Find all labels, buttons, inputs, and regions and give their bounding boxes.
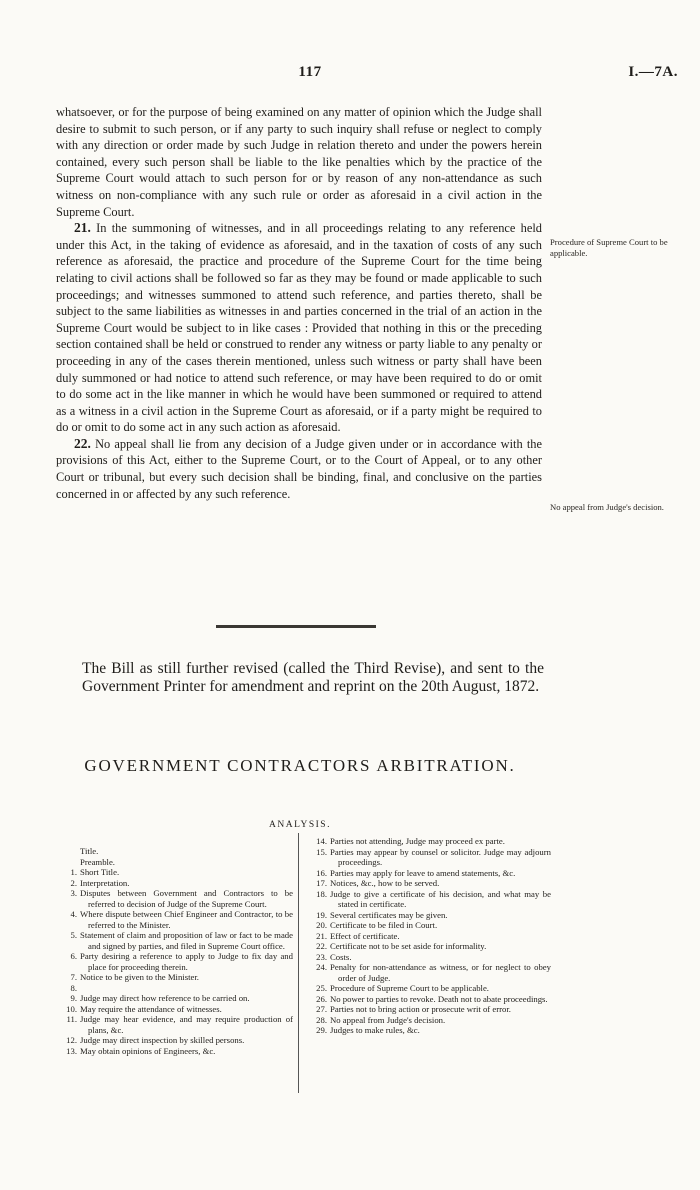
analysis-item-text: Procedure of Supreme Court to be applicable. bbox=[330, 983, 489, 993]
analysis-item-number: 29. bbox=[316, 1025, 327, 1035]
analysis-item bbox=[305, 1004, 551, 1015]
analysis-item-text: Judge may direct how reference to be carried on. bbox=[80, 993, 250, 1003]
analysis-item bbox=[305, 878, 551, 889]
analysis-item bbox=[55, 1035, 293, 1046]
analysis-item-number: 16. bbox=[316, 867, 327, 878]
analysis-item-text: Interpretation. bbox=[80, 877, 130, 888]
analysis-item-number: 24. bbox=[316, 962, 327, 972]
analysis-item bbox=[55, 1046, 293, 1057]
analysis-item-text: Where dispute between Chief Engineer and Contractor, to be referred to the Minister. bbox=[80, 909, 293, 930]
analysis-heading: ANALYSIS. bbox=[269, 820, 331, 830]
analysis-item-text: Short Title. bbox=[80, 867, 120, 877]
analysis-item-number: 25. bbox=[316, 983, 327, 993]
analysis-item bbox=[305, 941, 551, 952]
analysis-item bbox=[55, 972, 293, 983]
analysis-item-text: Party desiring a reference to apply to Judge to fix day and place for proceeding therein. bbox=[80, 951, 293, 972]
analysis-item-text: Statement of claim and proposition of law or fact to be made and signed by parties, and filed in Supreme Court office. bbox=[80, 930, 293, 951]
analysis-item-text: Costs. bbox=[330, 951, 352, 962]
analysis-item-number: 8. bbox=[70, 982, 77, 993]
analysis-item-text: Title. bbox=[80, 846, 99, 856]
analysis-item-number: 27. bbox=[316, 1004, 327, 1014]
continuation-paragraph: whatsoever, or for the purpose of being examined on any matter of opinion which the Judge shall desire to submit to such person, or if any party to such inquiry shall refuse or neglect to comply with any direction or order made by such Judge in relation thereto and under the powers herein contained, every such person shall be liable to the like penalties which by the practice of the Supreme Court would attach to such person for or by reason of any non-attendance as such witness on non-compliance with any such rule or order as aforesaid in a civil action in the Supreme Court. bbox=[56, 105, 542, 219]
analysis-item-number: 26. bbox=[316, 993, 327, 1004]
analysis-item bbox=[305, 962, 551, 983]
analysis-item-text: Penalty for non-attendance as witness, or for neglect to obey order of Judge. bbox=[330, 962, 551, 983]
margin-note-section-21: Procedure of Supreme Court to be applicable. bbox=[550, 237, 668, 258]
analysis-item-number: 14. bbox=[316, 836, 327, 846]
section-21 bbox=[56, 220, 542, 436]
analysis-item-text: Judge to give a certificate of his decision, and what may be stated in certificate. bbox=[330, 888, 551, 909]
analysis-item-text: Notices, &c., how to be served. bbox=[330, 878, 440, 888]
analysis-item bbox=[55, 1014, 293, 1035]
analysis-item bbox=[305, 1025, 551, 1036]
analysis-item bbox=[55, 888, 293, 909]
margin-note-section-22: No appeal from Judge's decision. bbox=[550, 502, 664, 512]
analysis-item bbox=[55, 951, 293, 972]
section-divider-rule bbox=[216, 625, 376, 628]
section-22-number: 22. bbox=[74, 435, 91, 451]
analysis-item bbox=[55, 846, 293, 857]
analysis-item-text: No appeal from Judge's decision. bbox=[330, 1014, 446, 1025]
analysis-item-number: 12. bbox=[66, 1035, 77, 1045]
analysis-item-text: Parties may appear by counsel or solicitor. Judge may adjourn proceedings. bbox=[330, 846, 551, 867]
analysis-item-number: 22. bbox=[316, 941, 327, 951]
analysis-item-number: 11. bbox=[66, 1014, 77, 1024]
document-id: I.—7A. bbox=[628, 64, 678, 80]
analysis-item bbox=[55, 909, 293, 930]
section-22 bbox=[56, 436, 542, 502]
analysis-item bbox=[55, 857, 293, 868]
analysis-item-text bbox=[80, 983, 293, 994]
analysis-item-text: May obtain opinions of Engineers, &c. bbox=[80, 1045, 216, 1056]
analysis-right-column bbox=[305, 836, 551, 1036]
analysis-item-text: Notice to be given to the Minister. bbox=[80, 972, 199, 982]
analysis-item-text: Certificate not to be set aside for informality. bbox=[330, 941, 487, 951]
analysis-item bbox=[55, 878, 293, 889]
revise-note: The Bill as still further revised (called the Third Revise), and sent to the Government Printer for amendment and reprint on the 20th August, 1872. bbox=[82, 660, 544, 695]
analysis-item bbox=[305, 994, 551, 1005]
analysis-item-text: Parties may apply for leave to amend statements, &c. bbox=[330, 867, 516, 878]
analysis-item-text: Effect of certificate. bbox=[330, 930, 400, 941]
analysis-item-number: 7. bbox=[70, 972, 77, 982]
analysis-item-number bbox=[55, 846, 80, 857]
analysis-item-number: 21. bbox=[316, 930, 327, 941]
analysis-item-text: Judge may direct inspection by skilled persons. bbox=[80, 1035, 245, 1045]
analysis-item bbox=[55, 1004, 293, 1015]
analysis-item-number: 6. bbox=[70, 951, 77, 961]
analysis-item-number: 28. bbox=[316, 1014, 327, 1025]
analysis-item-number: 23. bbox=[316, 951, 327, 962]
act-title: GOVERNMENT CONTRACTORS ARBITRATION. bbox=[84, 756, 516, 775]
analysis-item-number: 15. bbox=[316, 846, 327, 857]
analysis-item-number: 10. bbox=[66, 1003, 77, 1014]
analysis-item-number: 20. bbox=[316, 920, 327, 930]
analysis-item-number: 5. bbox=[70, 930, 77, 940]
analysis-item-text: Certificate to be filed in Court. bbox=[330, 920, 438, 930]
analysis-item-text: Parties not attending, Judge may proceed ex parte. bbox=[330, 836, 505, 846]
analysis-item-number: 2. bbox=[70, 877, 77, 888]
analysis-item-number: 3. bbox=[70, 888, 77, 898]
analysis-item bbox=[55, 983, 293, 994]
body-text bbox=[56, 104, 542, 502]
analysis-item bbox=[305, 952, 551, 963]
section-21-text: In the summoning of witnesses, and in all proceedings relating to any reference held under this Act, in the taking of evidence as aforesaid, and in the taxation of costs of any such reference as aforesaid, the practice and procedure of the Supreme Court for the time being relating to civil actions shall be followed so far as they may be found or made applicable to such proceedings; and witnesses summoned to attend such reference, and parties thereto, shall be subject to the same liabilities as witnesses in and parties concerned in the trial of an action in the Supreme Court would be subject to in like cases : Provided that nothing in this or the preceding section contained shall be held or construed to render any witness or party liable to any penalty or proceeding in any of the cases therein mentioned, unless such witness or party shall have been duly summoned or had notice to attend such reference, or may have been required to do or omit to do some act in the like manner in which he would have been summoned or required to attend as a witness in a civil action in the Supreme Court as aforesaid, or if a party might be required to do or omit to do some act in any such action as aforesaid. bbox=[56, 221, 542, 435]
analysis-item-text: May require the attendance of witnesses. bbox=[80, 1003, 222, 1014]
analysis-item-text: Disputes between Government and Contractors to be referred to decision of Judge of the Supreme Court. bbox=[80, 888, 293, 909]
analysis-item-number bbox=[55, 857, 80, 868]
analysis-item bbox=[305, 836, 551, 847]
analysis-item bbox=[305, 1015, 551, 1026]
analysis-item-text: Parties not to bring action or prosecute writ of error. bbox=[330, 1004, 511, 1014]
analysis-item-number: 17. bbox=[316, 878, 327, 888]
analysis-item bbox=[305, 847, 551, 868]
analysis-item-number: 9. bbox=[70, 993, 77, 1003]
page-number: 117 bbox=[298, 64, 322, 80]
analysis-item-number: 1. bbox=[70, 867, 77, 877]
analysis-item bbox=[305, 931, 551, 942]
analysis-item bbox=[55, 993, 293, 1004]
analysis-left-column bbox=[55, 846, 293, 1056]
analysis-item bbox=[305, 920, 551, 931]
analysis-item-number: 18. bbox=[316, 888, 327, 899]
analysis-item-text: Several certificates may be given. bbox=[330, 909, 448, 920]
analysis-item bbox=[305, 889, 551, 910]
analysis-item bbox=[55, 930, 293, 951]
analysis-item-text: Judge may hear evidence, and may require production of plans, &c. bbox=[80, 1014, 293, 1035]
analysis-item bbox=[305, 983, 551, 994]
analysis-item-text: Judges to make rules, &c. bbox=[330, 1025, 420, 1035]
analysis-item bbox=[305, 868, 551, 879]
analysis-item-number: 4. bbox=[70, 909, 77, 919]
section-21-number: 21. bbox=[74, 220, 91, 236]
analysis-column-divider bbox=[298, 833, 299, 1093]
analysis-item-number: 13. bbox=[66, 1045, 77, 1056]
analysis-item bbox=[55, 867, 293, 878]
analysis-item-number: 19. bbox=[316, 909, 327, 920]
analysis-item bbox=[305, 910, 551, 921]
analysis-item-text: No power to parties to revoke. Death not to abate proceedings. bbox=[330, 993, 548, 1004]
analysis-item-text: Preamble. bbox=[80, 856, 115, 867]
section-22-text: No appeal shall lie from any decision of a Judge given under or in accordance with the provisions of this Act, either to the Supreme Court, or to the Court of Appeal, or to any other Court or tribunal, but every such decision shall be binding, final, and conclusive on the parties concerned in or affected by any such reference. bbox=[56, 436, 542, 501]
